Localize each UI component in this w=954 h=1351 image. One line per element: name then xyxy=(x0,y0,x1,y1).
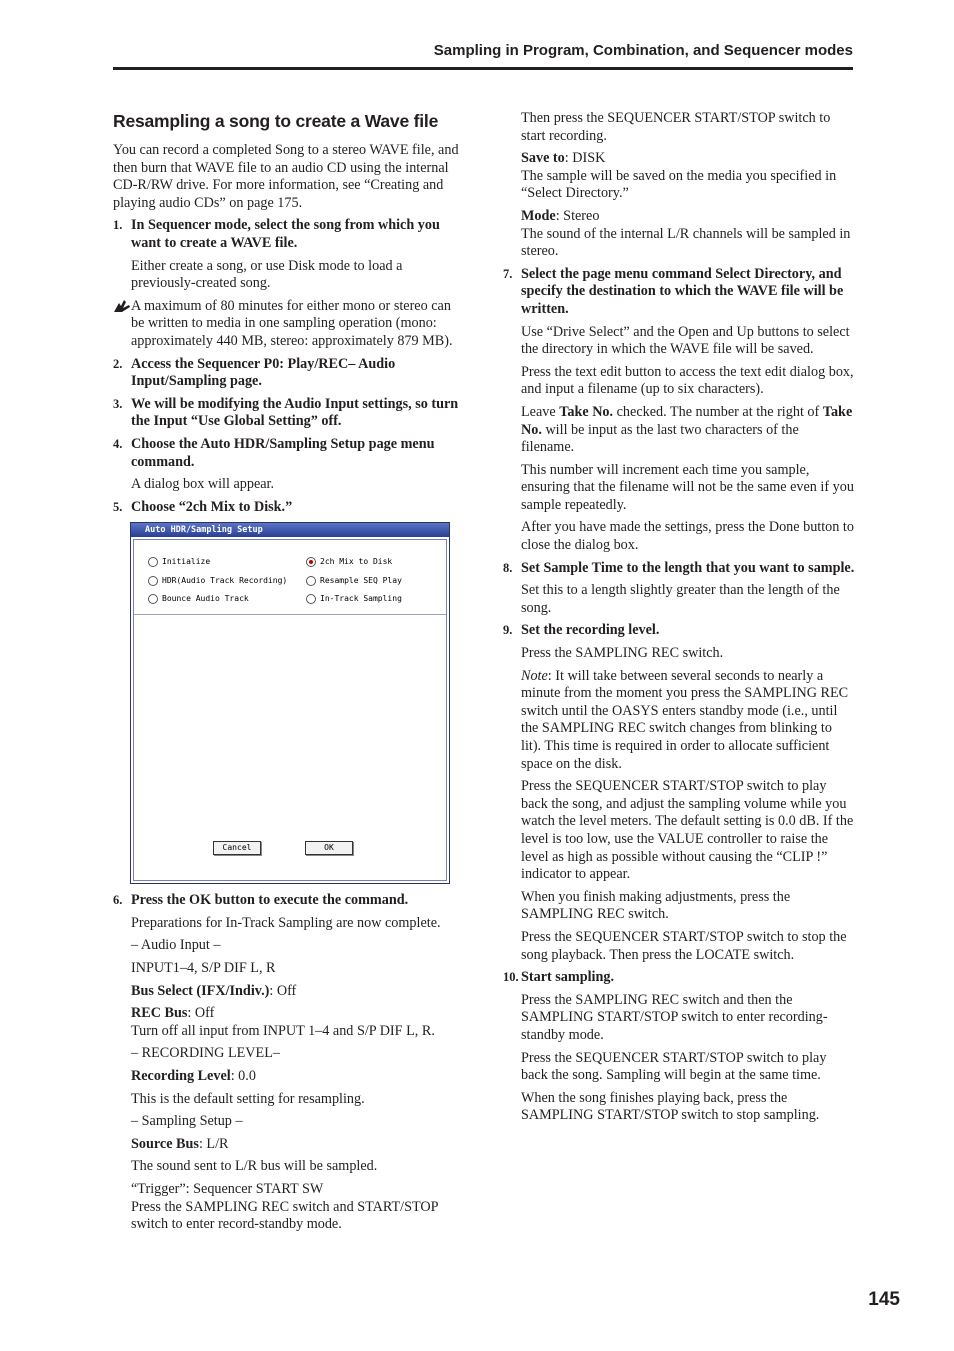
step-7: 7. Select the page menu command Select Directory, and specify the destination to which the WAVE file will be written. xyxy=(503,265,844,317)
step-9-p3: When you finish making adjustments, press the SAMPLING REC switch. xyxy=(521,888,791,923)
save-to-line: Save to: DISK xyxy=(521,150,606,167)
rec-bus-desc: Turn off all input from INPUT 1–4 and S/P DIF L, R. xyxy=(131,1022,435,1039)
step-7-p1: Use “Drive Select” and the Open and Up buttons to select the directory in which the WAVE file will be saved. xyxy=(521,323,850,358)
recording-level-desc: This is the default setting for resampling. xyxy=(131,1090,365,1107)
trigger-line: “Trigger”: Sequencer START SW xyxy=(131,1181,324,1197)
step-9-p4: Press the SEQUENCER START/STOP switch to stop the song playback. Then press the LOCATE switch. xyxy=(521,928,847,963)
step-6: 6. Press the OK button to execute the command. xyxy=(113,892,409,909)
recording-level-line: Recording Level: 0.0 xyxy=(131,1068,256,1085)
page-number: 145 xyxy=(868,1289,900,1310)
radio-icon[interactable] xyxy=(148,594,158,604)
radio-icon[interactable] xyxy=(306,576,316,586)
step-1-body: Either create a song, or use Disk mode to load a previously-created song. xyxy=(131,257,403,292)
option-hdr-audio-track-recording[interactable]: HDR(Audio Track Recording) xyxy=(148,572,287,590)
dialog-separator xyxy=(134,614,446,615)
option-2ch-mix-to-disk[interactable]: 2ch Mix to Disk xyxy=(306,553,392,571)
step-9-p1: Press the SAMPLING REC switch. xyxy=(521,645,724,662)
cancel-button[interactable]: Cancel xyxy=(213,841,261,855)
step-9: 9. Set the recording level. xyxy=(503,622,660,639)
step-5: 5. Choose “2ch Mix to Disk.” xyxy=(113,498,293,515)
step-8: 8. Set Sample Time to the length that you want to sample. xyxy=(503,559,855,576)
step-10-p1: Press the SAMPLING REC switch and then the SAMPLING START/STOP switch to enter recording-standby mode. xyxy=(521,991,828,1043)
rec-bus-line: REC Bus: Off xyxy=(131,1005,215,1022)
continued-text: Then press the SEQUENCER START/STOP switch to start recording. xyxy=(521,110,831,144)
audio-input-head: – Audio Input – xyxy=(131,937,221,954)
step-8-p1: Set this to a length slightly greater than the length of the song. xyxy=(521,582,840,616)
recording-level-head: – RECORDING LEVEL– xyxy=(131,1045,280,1062)
step-4: 4. Choose the Auto HDR/Sampling Setup page menu command. xyxy=(113,435,435,470)
section-heading: Resampling a song to create a Wave file xyxy=(113,111,439,131)
step-2: 2. Access the Sequencer P0: Play/REC– Audio Input/Sampling page. xyxy=(113,355,396,390)
step-7-p2: Press the text edit button to access the text edit dialog box, and input a filename (up to six characters). xyxy=(521,363,854,398)
step-9-note: Note: It will take between several seconds to nearly a minute from the moment you press the SAMPLING REC switch until the OASYS enters standby mode (i.e., until the SAMPLING REC switch changes from blinking to lit). This time is required in order to allocate sufficient space on the disk. xyxy=(521,667,849,772)
option-in-track-sampling[interactable]: In-Track Sampling xyxy=(306,590,402,608)
option-initialize[interactable]: Initialize xyxy=(148,553,210,571)
step-10-p2: Press the SEQUENCER START/STOP switch to play back the song. Sampling will begin at the same time. xyxy=(521,1049,827,1084)
source-bus-line: Source Bus: L/R xyxy=(131,1135,229,1152)
step-7-p4: This number will increment each time you sample, ensuring that the filename will not be the same even if you sample repeatedly. xyxy=(521,461,854,513)
radio-icon[interactable] xyxy=(148,557,158,567)
dialog-body xyxy=(133,539,447,881)
caution-note xyxy=(113,298,463,351)
intro-paragraph: You can record a completed Song to a stereo WAVE file, and then burn that WAVE file to an audio CD using the internal CD-R/RW drive. For more information, see “Creating and playing audio CDs” on page 175. xyxy=(113,142,459,211)
step-7-p5: After you have made the settings, press the Done button to close the dialog box. xyxy=(521,519,854,554)
step-6-body: Preparations for In-Track Sampling are now complete. xyxy=(131,914,441,931)
step-1: 1. In Sequencer mode, select the song from which you want to create a WAVE file. xyxy=(113,217,440,251)
audio-input-value: INPUT1–4, S/P DIF L, R xyxy=(131,960,276,977)
bus-select-line: Bus Select (IFX/Indiv.): Off xyxy=(131,982,297,999)
sampling-setup-head: – Sampling Setup – xyxy=(131,1113,243,1130)
step-10-p3: When the song finishes playing back, press the SAMPLING START/STOP switch to stop sampling. xyxy=(521,1089,820,1124)
save-to-desc: The sample will be saved on the media you specified in “Select Directory.” xyxy=(521,167,837,202)
header-rule xyxy=(113,67,853,70)
radio-selected-icon[interactable] xyxy=(306,557,316,567)
step-10: 10. Start sampling. xyxy=(503,969,615,986)
ok-button[interactable]: OK xyxy=(305,841,353,855)
step-9-p2: Press the SEQUENCER START/STOP switch to play back the song, and adjust the sampling volume while you watch the level meters. The default setting is 0.0 dB. If the level is too low, use the VALUE controller to raise the level as high as possible without causing the “CLIP !” indicator to appear. xyxy=(521,778,854,883)
radio-icon[interactable] xyxy=(148,576,158,586)
mode-line: Mode: Stereo xyxy=(521,207,600,224)
auto-hdr-sampling-setup-dialog xyxy=(130,522,450,884)
step-4-body: A dialog box will appear. xyxy=(131,476,275,493)
left-column xyxy=(113,110,463,1239)
caution-hand-icon xyxy=(113,298,131,351)
trigger-desc: Press the SAMPLING REC switch and START/STOP switch to enter record-standby mode. xyxy=(131,1198,439,1233)
option-resample-seq-play[interactable]: Resample SEQ Play xyxy=(306,572,402,590)
source-bus-desc: The sound sent to L/R bus will be sampled. xyxy=(131,1158,378,1175)
step-3: 3. We will be modifying the Audio Input settings, so turn the Input “Use Global Setting” off. xyxy=(113,395,459,430)
mode-desc: The sound of the internal L/R channels will be sampled in stereo. xyxy=(521,225,851,260)
step-7-p3: Leave Take No. checked. The number at the right of Take No. will be input as the last two characters of the filename. xyxy=(521,403,853,456)
radio-icon[interactable] xyxy=(306,594,316,604)
option-bounce-audio-track[interactable]: Bounce Audio Track xyxy=(148,590,249,608)
running-header: Sampling in Program, Combination, and Sequencer modes xyxy=(433,42,853,59)
dialog-title: Auto HDR/Sampling Setup xyxy=(131,523,449,537)
note-text: A maximum of 80 minutes for either mono or stereo can be written to media in one sampling operation (mono: approximately 440 MB, stereo: approximately 879 MB). xyxy=(131,297,453,349)
right-column xyxy=(503,110,855,1130)
